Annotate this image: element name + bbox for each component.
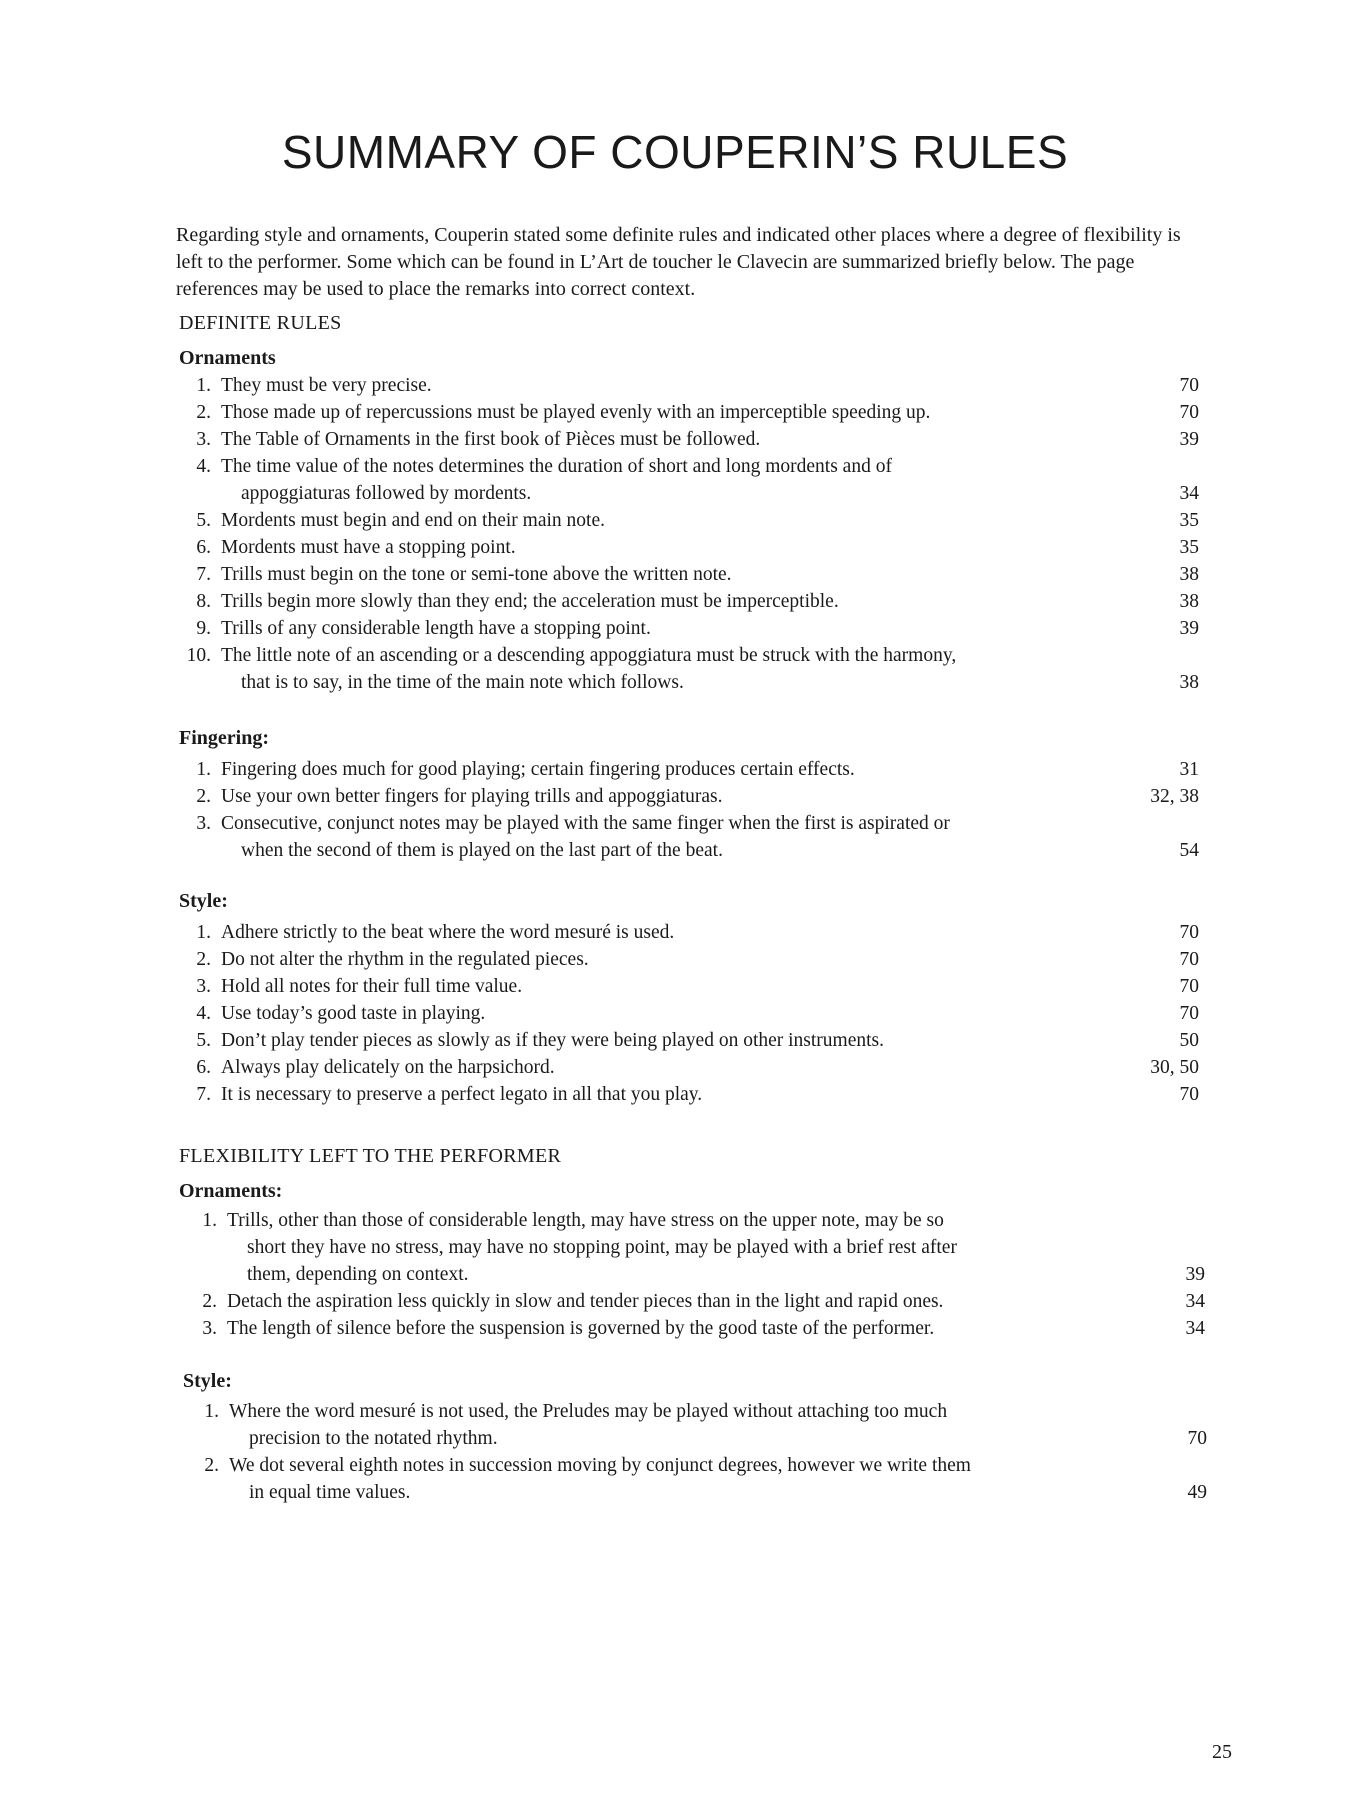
rule-text-line: It is necessary to preserve a perfect legato in all that you play. — [221, 1084, 703, 1105]
rule-item — [179, 399, 1199, 426]
rule-text — [221, 810, 1121, 864]
rule-number: 3. — [202, 1318, 217, 1339]
page-reference: 38 — [1179, 672, 1199, 693]
rule-item — [179, 534, 1199, 561]
rule-item — [179, 1081, 1199, 1108]
rule-item — [187, 1452, 1207, 1506]
page-reference: 30, 50 — [1150, 1057, 1199, 1078]
list-definite-fingering — [179, 756, 1199, 864]
subheading-ornaments: Ornaments — [179, 347, 276, 369]
rule-text-line: Consecutive, conjunct notes may be played with the same finger when the first is aspirated or — [221, 813, 950, 834]
rule-text — [221, 453, 1121, 507]
rule-text — [221, 973, 1121, 1000]
rule-item — [179, 372, 1199, 399]
rule-text-line: Don’t play tender pieces as slowly as if they were being played on other instruments. — [221, 1030, 885, 1051]
rule-text-line: The little note of an ascending or a descending appoggiatura must be struck with the harmony, — [221, 645, 957, 666]
rule-number: 9. — [196, 618, 211, 639]
page-reference: 39 — [1185, 1264, 1205, 1285]
rule-item — [179, 561, 1199, 588]
rule-number: 3. — [196, 429, 211, 450]
rule-number: 3. — [196, 976, 211, 997]
page-reference: 39 — [1179, 618, 1199, 639]
rule-item — [179, 588, 1199, 615]
page-reference: 34 — [1185, 1318, 1205, 1339]
section-heading-definite: DEFINITE RULES — [179, 312, 342, 334]
rule-text-line: Fingering does much for good playing; certain fingering produces certain effects. — [221, 759, 855, 780]
intro-paragraph: Regarding style and ornaments, Couperin stated some definite rules and indicated other places where a degree of flexibility is left to the performer. Some which can be found in L’Art de toucher le Clavecin are summarized briefly below. The page references may be used to place the remarks into correct context. — [176, 224, 1181, 300]
rule-text-line: Trills begin more slowly than they end; the acceleration must be imperceptible. — [221, 591, 839, 612]
list-flex-style — [187, 1398, 1207, 1506]
rule-text — [227, 1315, 1127, 1342]
rule-text — [221, 919, 1121, 946]
rule-text-line: The time value of the notes determines the duration of short and long mordents and of — [221, 456, 892, 477]
rule-text-line: The length of silence before the suspension is governed by the good taste of the performer. — [227, 1318, 935, 1339]
rule-item — [179, 919, 1199, 946]
page-reference: 49 — [1187, 1482, 1207, 1503]
rule-item — [179, 783, 1199, 810]
rule-text-line: them, depending on context. — [247, 1264, 469, 1285]
rule-number: 5. — [196, 510, 211, 531]
rule-text-line: short they have no stress, may have no stopping point, may be played with a brief rest after — [247, 1237, 957, 1258]
rule-text — [221, 588, 1121, 615]
rule-item — [185, 1288, 1205, 1315]
page-reference: 50 — [1179, 1030, 1199, 1051]
page-reference: 70 — [1179, 949, 1199, 970]
rule-number: 4. — [196, 1003, 211, 1024]
page-reference: 38 — [1179, 591, 1199, 612]
page-reference: 70 — [1179, 1003, 1199, 1024]
rule-number: 1. — [204, 1401, 219, 1422]
rule-text — [221, 615, 1121, 642]
rule-text — [227, 1288, 1127, 1315]
rule-item — [185, 1207, 1205, 1288]
rule-text-line: appoggiaturas followed by mordents. — [241, 483, 532, 504]
page-reference: 39 — [1179, 429, 1199, 450]
rule-number: 7. — [196, 1084, 211, 1105]
rule-item — [179, 642, 1199, 696]
rule-text — [221, 946, 1121, 973]
rule-item — [179, 756, 1199, 783]
page-reference: 32, 38 — [1150, 786, 1199, 807]
rule-text — [221, 507, 1121, 534]
rule-number: 6. — [196, 1057, 211, 1078]
rule-number: 2. — [196, 786, 211, 807]
rule-item — [179, 615, 1199, 642]
rule-text-line: when the second of them is played on the last part of the beat. — [241, 840, 723, 861]
list-flex-ornaments — [185, 1207, 1205, 1342]
rule-text — [221, 399, 1121, 426]
rule-text-line: Use your own better fingers for playing trills and appoggiaturas. — [221, 786, 723, 807]
rule-text-line: precision to the notated rhythm. — [249, 1428, 498, 1449]
rule-number: 3. — [196, 813, 211, 834]
rule-text — [221, 783, 1121, 810]
page-number: 25 — [1212, 1741, 1232, 1763]
rule-text — [221, 372, 1121, 399]
rule-text-line: Trills must begin on the tone or semi-tone above the written note. — [221, 564, 732, 585]
rule-number: 2. — [196, 402, 211, 423]
rule-item — [179, 810, 1199, 864]
rule-text — [227, 1207, 1127, 1288]
rule-item — [179, 1000, 1199, 1027]
rule-text — [221, 756, 1121, 783]
rule-number: 2. — [196, 949, 211, 970]
page-reference: 70 — [1179, 1084, 1199, 1105]
section-heading-flexibility: FLEXIBILITY LEFT TO THE PERFORMER — [179, 1145, 562, 1167]
rule-text — [221, 534, 1121, 561]
page-reference: 35 — [1179, 510, 1199, 531]
page-reference: 70 — [1179, 976, 1199, 997]
rule-text-line: Trills of any considerable length have a stopping point. — [221, 618, 651, 639]
rule-item — [179, 426, 1199, 453]
rule-text-line: Always play delicately on the harpsichord. — [221, 1057, 555, 1078]
rule-text-line: Use today’s good taste in playing. — [221, 1003, 486, 1024]
subheading-fingering: Fingering: — [179, 727, 269, 749]
subheading-flex-style: Style: — [183, 1370, 232, 1392]
page-reference: 70 — [1179, 375, 1199, 396]
rule-number: 4. — [196, 456, 211, 477]
rule-text-line: Hold all notes for their full time value. — [221, 976, 523, 997]
rule-item — [179, 507, 1199, 534]
rule-text-line: Do not alter the rhythm in the regulated pieces. — [221, 949, 589, 970]
page-reference: 70 — [1179, 402, 1199, 423]
rule-text-line: Adhere strictly to the beat where the word mesuré is used. — [221, 922, 675, 943]
page-reference: 31 — [1179, 759, 1199, 780]
rule-number: 8. — [196, 591, 211, 612]
page-reference: 34 — [1185, 1291, 1205, 1312]
rule-item — [179, 453, 1199, 507]
rule-text-line: Mordents must have a stopping point. — [221, 537, 516, 558]
rule-text-line: in equal time values. — [249, 1482, 411, 1503]
rule-text-line: We dot several eighth notes in succession moving by conjunct degrees, however we write them — [229, 1455, 971, 1476]
rule-item — [179, 1054, 1199, 1081]
subheading-flex-ornaments: Ornaments: — [179, 1180, 283, 1202]
rule-text — [221, 1027, 1121, 1054]
page-reference: 35 — [1179, 537, 1199, 558]
rule-text-line: The Table of Ornaments in the first book of Pièces must be followed. — [221, 429, 761, 450]
rule-item — [185, 1315, 1205, 1342]
rule-item — [179, 1027, 1199, 1054]
rule-number: 2. — [204, 1455, 219, 1476]
page-reference: 70 — [1179, 922, 1199, 943]
rule-text — [221, 1000, 1121, 1027]
rule-number: 6. — [196, 537, 211, 558]
rule-text-line: Where the word mesuré is not used, the Preludes may be played without attaching too much — [229, 1401, 948, 1422]
rule-text — [221, 426, 1121, 453]
rule-item — [187, 1398, 1207, 1452]
page-reference: 38 — [1179, 564, 1199, 585]
rule-number: 10. — [186, 645, 211, 666]
rule-item — [179, 973, 1199, 1000]
list-definite-style — [179, 919, 1199, 1108]
rule-text — [221, 561, 1121, 588]
rule-number: 2. — [202, 1291, 217, 1312]
rule-text — [229, 1452, 1129, 1506]
rule-number: 1. — [196, 759, 211, 780]
rule-number: 1. — [196, 375, 211, 396]
page-reference: 54 — [1179, 840, 1199, 861]
rule-number: 1. — [202, 1210, 217, 1231]
subheading-style: Style: — [179, 890, 228, 912]
rule-text — [221, 642, 1121, 696]
rule-number: 1. — [196, 922, 211, 943]
rule-text — [221, 1054, 1121, 1081]
page-reference: 34 — [1179, 483, 1199, 504]
rule-text-line: Those made up of repercussions must be played evenly with an imperceptible speeding up. — [221, 402, 931, 423]
rule-text — [229, 1398, 1129, 1452]
page-reference: 70 — [1187, 1428, 1207, 1449]
list-definite-ornaments — [179, 372, 1199, 696]
page-title: SUMMARY OF COUPERIN’S RULES — [281, 126, 1069, 178]
rule-text-line: Mordents must begin and end on their main note. — [221, 510, 605, 531]
rule-text-line: Detach the aspiration less quickly in slow and tender pieces than in the light and rapid ones. — [227, 1291, 944, 1312]
rule-number: 5. — [196, 1030, 211, 1051]
rule-text — [221, 1081, 1121, 1108]
rule-text-line: They must be very precise. — [221, 375, 432, 396]
rule-text-line: that is to say, in the time of the main note which follows. — [241, 672, 684, 693]
rule-item — [179, 946, 1199, 973]
rule-number: 7. — [196, 564, 211, 585]
rule-text-line: Trills, other than those of considerable length, may have stress on the upper note, may be so — [227, 1210, 944, 1231]
